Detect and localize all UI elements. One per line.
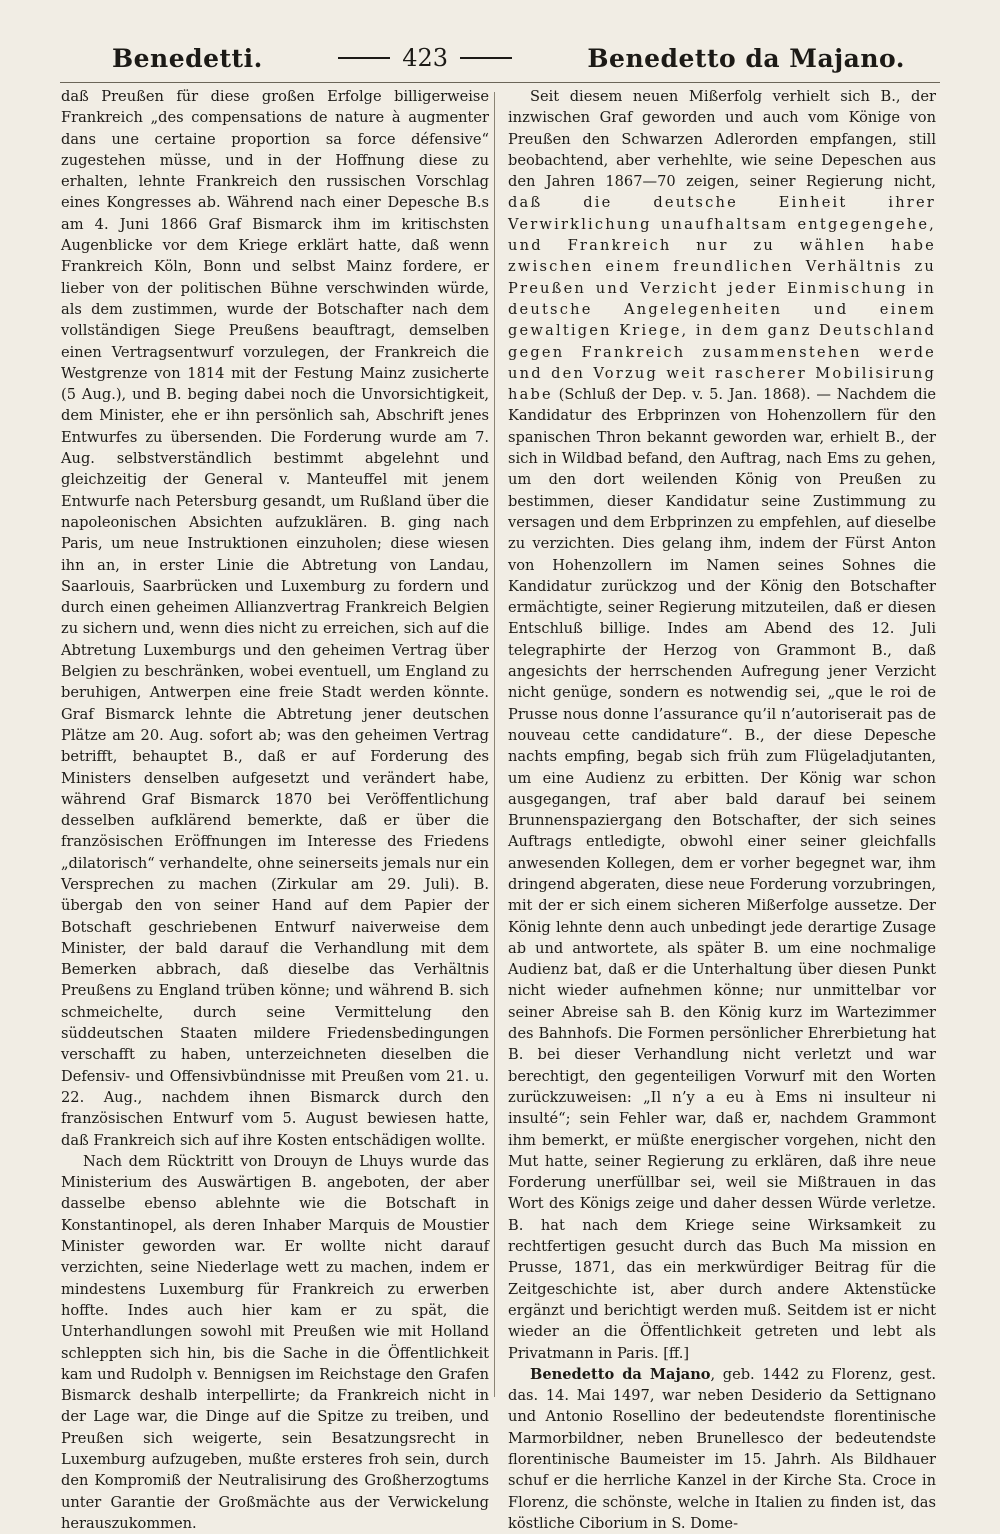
right-paragraph-1-end: (Schluß der Dep. v. 5. Jan. 1868). — Nachdem die Kandidatur des Erbprinzen von Hohenzollern für den spanischen Thron bekannt geworden war, erhielt B., der sich in Wildbad befand, den Auftrag, nach Ems zu gehen, um den dort weilenden König von Preußen zu bestimmen, dieser Kandidatur seine Zustimmung zu versagen und dem Erbprinzen zu empfehlen, auf dieselbe zu verzichten. Dies gelang ihm, indem der Fürst Anton von Hohenzollern im Namen seines Sohnes die Kandidatur zurückzog und der König den Botschafter ermächtigte, seiner Regierung mitzuteilen, daß er diesen Entschluß billige. Indes am Abend des 12. Juli telegraphirte der Herzog von Grammont B., daß angesichts der herrschenden Aufregung jener Verzicht nicht genüge, sondern es notwendig sei, „que le roi de Prusse nous donne l’assurance qu’il n’autoriserait pas de nouveau cette candidature“. B., der diese Depesche nachts empfing, begab sich früh zum Flügeladjutanten, um eine Audienz zu erbitten. Der König war schon ausgegangen, traf aber bald darauf bei seinem Brunnenspaziergang den Botschafter, der sich seines Auftrags entledigte, obwohl einer seiner gleichfalls anwesenden Kollegen, dem er vorher begegnet war, ihm dringend abgeraten, diese neue Forderung vorzubringen, mit der er sich einem sicheren Mißerfolge aussetze. Der König lehnte denn auch unbedingt jede derartige Zusage ab und antwortete, als später B. um eine nochmalige Audienz bat, daß er die Unterhaltung über diesen Punkt nicht wieder aufnehmen könne; nur unmittelbar vor seiner Abreise sah B. den König kurz im Wartezimmer des Bahnhofs. Die Formen persönlicher Ehrerbietung hat B. bei dieser Verhandlung nicht verletzt und war berechtigt, den gegenteiligen Vorwurf mit den Worten zurückzuweisen: „Il n’y a eu à Ems ni insulteur ni insulté“; sein Fehler war, daß er, nachdem Grammont ihm bemerkt, er müßte energischer vorgehen, nicht den Mut hatte, seiner Regierung zu erklären, daß ihre neue Forderung unerfüllbar sei, weil sie Mißtrauen in das Wort des Königs zeige und daher dessen Würde verletze. B. hat nach dem Kriege seine Wirksamkeit zu rechtfertigen gesucht durch das Buch Ma mission en Prusse, 1871, das ein merkwürdiger Beitrag für die Zeitgeschichte ist, aber durch andere Aktenstücke ergänzt und berichtigt werden muß. Seitdem ist er nicht wieder an die Öffentlichkeit getreten und lebt als Privatmann in Paris. [ff.] [508,386,936,1362]
left-column [61,86,489,1534]
page-number-group [338,44,512,72]
right-paragraph-1-start: Seit diesem neuen Mißerfolg verhielt sich B., der inzwischen Graf geworden und auch vom Könige von Preußen den Schwarzen Adlerorden empfangen, still beobachtend, aber verhehlte, wie seine Depeschen aus den Jahren 1867—70 zeigen, seiner Regierung nicht, [508,88,936,191]
column-divider [494,92,495,1397]
right-paragraph-2 [508,1364,936,1534]
header-rule [60,82,940,83]
right-paragraph-1 [508,86,936,1364]
header-dash-right [460,57,512,59]
right-paragraph-1-spaced: daß die deutsche Einheit ihrer Verwirklichung unaufhaltsam entgegengehe, und Frankreich nur zu wählen habe zwischen einem freundlichen Verhältnis zu Preußen und Verzicht jeder Einmischung in deutsche Angelegenheiten und einem gewaltigen Kriege, in dem ganz Deutschland gegen Frankreich zusammenstehen werde und den Vorzug weit rascherer Mobilisirung habe [508,194,936,404]
header-dash-left [338,57,390,59]
left-paragraph-2: Nach dem Rücktritt von Drouyn de Lhuys wurde das Ministerium des Auswärtigen B. angeboten, der aber dasselbe ebenso ablehnte wie die Botschaft in Konstantinopel, als deren Inhaber Marquis de Moustier Minister geworden war. Er wollte nicht darauf verzichten, seine Niederlage wett zu machen, indem er mindestens Luxemburg für Frankreich zu erwerben hoffte. Indes auch hier kam er zu spät, die Unterhandlungen sowohl mit Preußen wie mit Holland schleppten sich hin, bis die Sache in die Öffentlichkeit kam und Rudolph v. Bennigsen im Reichstage den Grafen Bismarck deshalb interpellirte; da Frankreich nicht in der Lage war, die Dinge auf die Spitze zu treiben, und Preußen sich weigerte, sein Besatzungsrecht in Luxemburg aufzugeben, mußte ersteres froh sein, durch den Kompromiß der Neutralisirung des Großherzogtums unter Garantie der Großmächte aus der Verwickelung herauszukommen. [61,1152,489,1532]
header-left-keyword: Benedetti. [112,43,263,73]
running-header [112,38,905,78]
page-number: 423 [402,44,449,72]
entry-lemma: Benedetto da Majano [530,1365,711,1383]
left-paragraph-1: daß Preußen für diese großen Erfolge billigerweise Frankreich „des compensations de nature à augmenter dans une certaine proportion sa force défensive“ zugestehen müsse, und in der Hoffnung diese zu erhalten, lehnte Frankreich den russischen Vorschlag eines Kongresses ab. Während nach einer Depesche B.s am 4. Juni 1866 Graf Bismarck ihm im kritischsten Augenblicke vor dem Kriege erklärt hatte, daß wenn Frankreich Köln, Bonn und selbst Mainz fordere, er lieber von der politischen Bühne verschwinden würde, als dem zustimmen, wurde der Botschafter nach dem vollständigen Siege Preußens beauftragt, demselben einen Vertragsentwurf vorzulegen, der Frankreich die Westgrenze von 1814 mit der Festung Mainz zusicherte (5 Aug.), und B. beging dabei noch die Unvorsichtigkeit, dem Minister, ehe er ihn persönlich sah, Abschrift jenes Entwurfes zu übersenden. Die Forderung wurde am 7. Aug. selbstverständlich bestimmt abgelehnt und gleichzeitig der General v. Manteuffel mit jenem Entwurfe nach Petersburg gesandt, um Rußland über die napoleonischen Absichten aufzuklären. B. ging nach Paris, um neue Instruktionen einzuholen; diese wiesen ihn an, in erster Linie die Abtretung von Landau, Saarlouis, Saarbrücken und Luxemburg zu fordern und durch einen geheimen Allianzvertrag Frankreich Belgien zu sichern und, wenn dies nicht zu erreichen, sich auf die Abtretung Luxemburgs und den geheimen Vertrag über Belgien zu beschränken, wobei eventuell, um England zu beruhigen, Antwerpen eine freie Stadt werden könnte. Graf Bismarck lehnte die Abtretung jener deutschen Plätze am 20. Aug. sofort ab; was den geheimen Vertrag betrifft, behauptet B., daß er auf Forderung des Ministers denselben aufgesetzt und verändert habe, während Graf Bismarck 1870 bei Veröffentlichung desselben aufklärend bemerkte, daß er über die französischen Eröffnungen im Interesse des Friedens „dilatorisch“ verhandelte, ohne seinerseits jemals nur ein Versprechen zu machen (Zirkular am 29. Juli). B. übergab den von seiner Hand auf dem Papier der Botschaft geschriebenen Entwurf naiverweise dem Minister, der bald darauf die Verhandlung mit dem Bemerken abbrach, daß dieselbe das Verhältnis Preußens zu England trüben könne; und während B. sich schmeichelte, durch seine Vermittelung den süddeutschen Staaten mildere Friedensbedingungen verschafft zu haben, unterzeichneten dieselben die Defensiv- und Offensivbündnisse mit Preußen vom 21. u. 22. Aug., nachdem ihnen Bismarck durch den französischen Entwurf vom 5. August bewiesen hatte, daß Frankreich sich auf ihre Kosten entschädigen wollte. [61,88,489,1149]
header-right-keyword: Benedetto da Majano. [587,43,905,73]
entry-text: , geb. 1442 zu Florenz, gest. das. 14. Mai 1497, war neben Desiderio da Settignano und Antonio Rosellino der bedeutendste florentinische Marmorbildner, neben Brunellesco der bedeutendste florentinische Baumeister im 15. Jahrh. Als Bildhauer schuf er die herrliche Kanzel in der Kirche Sta. Croce in Florenz, die schönste, welche in Italien zu finden ist, das köstliche Ciborium in S. Dome- [508,1365,936,1532]
right-column [508,86,936,1534]
